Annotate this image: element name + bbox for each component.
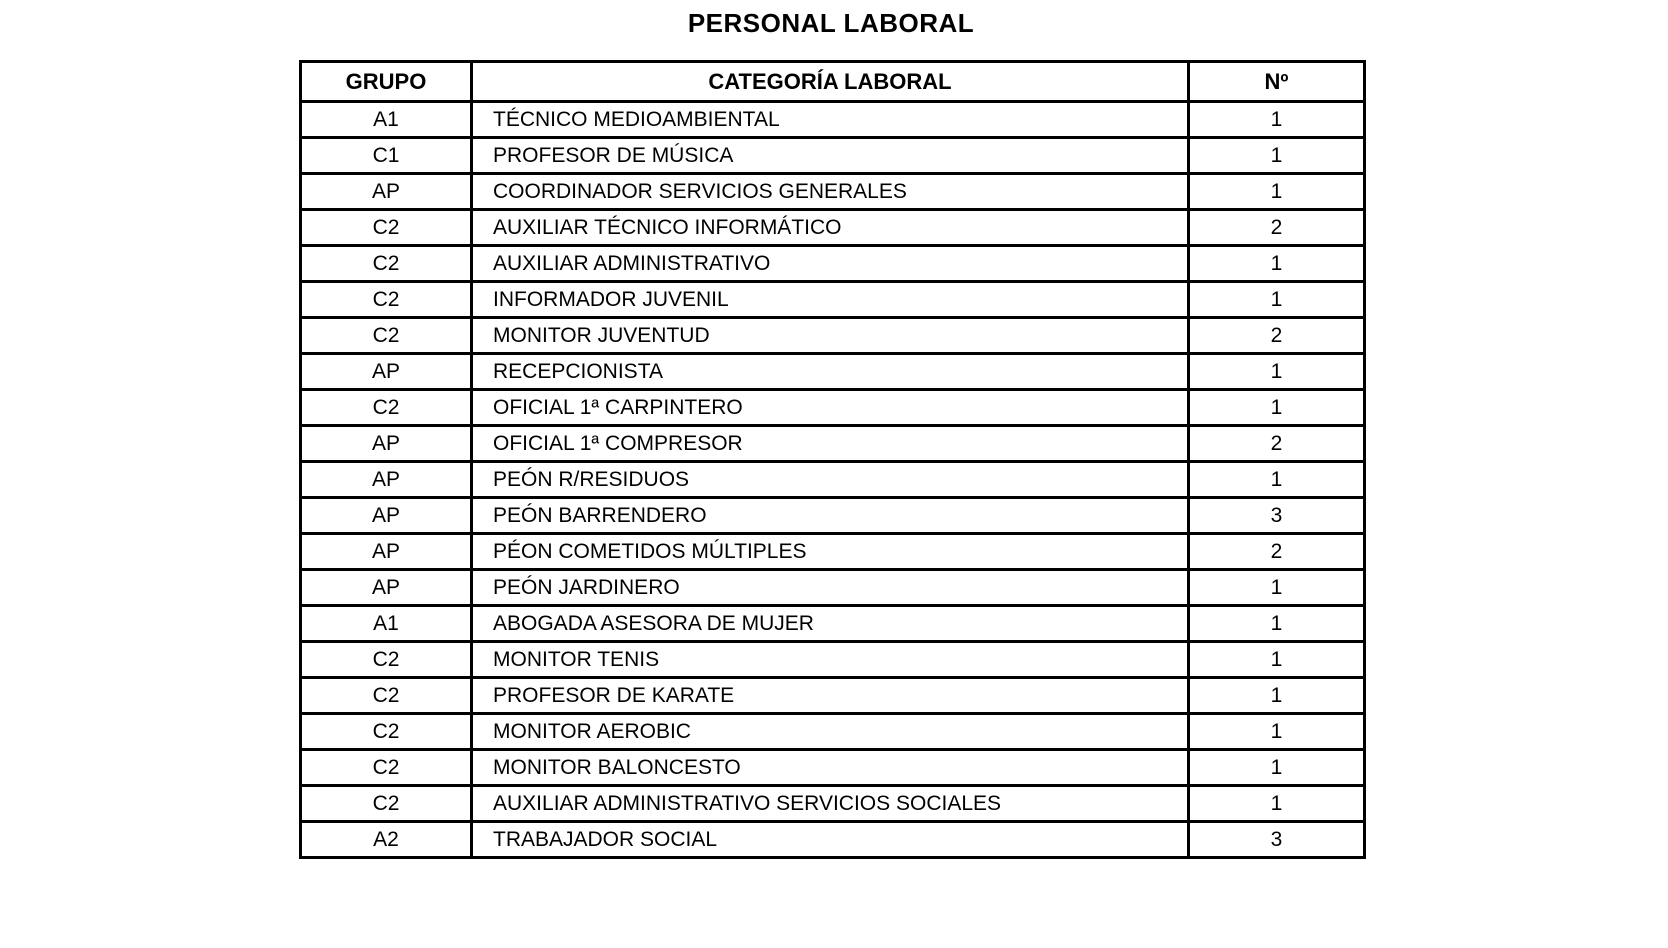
grupo-cell: C2 [301, 246, 472, 282]
categoria-cell: MONITOR TENIS [472, 642, 1189, 678]
numero-cell: 1 [1189, 786, 1365, 822]
numero-cell: 1 [1189, 750, 1365, 786]
categoria-cell: PEÓN R/RESIDUOS [472, 462, 1189, 498]
grupo-cell: C2 [301, 282, 472, 318]
table-row [301, 786, 1365, 822]
numero-cell: 3 [1189, 498, 1365, 534]
numero-cell: 2 [1189, 210, 1365, 246]
table-row [301, 318, 1365, 354]
numero-cell: 2 [1189, 426, 1365, 462]
table-row [301, 534, 1365, 570]
table-row [301, 462, 1365, 498]
grupo-cell: AP [301, 570, 472, 606]
page-title: PERSONAL LABORAL [687, 8, 975, 38]
categoria-cell: MONITOR AEROBIC [472, 714, 1189, 750]
numero-cell: 1 [1189, 678, 1365, 714]
categoria-cell: OFICIAL 1ª COMPRESOR [472, 426, 1189, 462]
grupo-cell: AP [301, 498, 472, 534]
categoria-cell: AUXILIAR ADMINISTRATIVO SERVICIOS SOCIALES [472, 786, 1189, 822]
categoria-cell: PROFESOR DE MÚSICA [472, 138, 1189, 174]
table-row [301, 174, 1365, 210]
categoria-cell: OFICIAL 1ª CARPINTERO [472, 390, 1189, 426]
table-row [301, 390, 1365, 426]
table-row [301, 822, 1365, 858]
table-row [301, 102, 1365, 138]
table-row [301, 750, 1365, 786]
grupo-cell: AP [301, 174, 472, 210]
numero-cell: 1 [1189, 714, 1365, 750]
grupo-cell: A1 [301, 102, 472, 138]
numero-cell: 1 [1189, 642, 1365, 678]
categoria-cell: PÉON COMETIDOS MÚLTIPLES [472, 534, 1189, 570]
grupo-cell: C1 [301, 138, 472, 174]
grupo-cell: C2 [301, 390, 472, 426]
numero-cell: 1 [1189, 246, 1365, 282]
numero-cell: 2 [1189, 318, 1365, 354]
categoria-cell: PEÓN JARDINERO [472, 570, 1189, 606]
categoria-cell: MONITOR JUVENTUD [472, 318, 1189, 354]
numero-cell: 1 [1189, 606, 1365, 642]
numero-cell: 1 [1189, 462, 1365, 498]
numero-cell: 2 [1189, 534, 1365, 570]
grupo-cell: AP [301, 426, 472, 462]
categoria-cell: TRABAJADOR SOCIAL [472, 822, 1189, 858]
categoria-cell: ABOGADA ASESORA DE MUJER [472, 606, 1189, 642]
table-header-row [301, 62, 1365, 102]
grupo-cell: C2 [301, 210, 472, 246]
numero-cell: 1 [1189, 282, 1365, 318]
header-categoria: CATEGORÍA LABORAL [472, 62, 1189, 102]
categoria-cell: MONITOR BALONCESTO [472, 750, 1189, 786]
personnel-table [299, 60, 1366, 859]
categoria-cell: RECEPCIONISTA [472, 354, 1189, 390]
table-row [301, 210, 1365, 246]
header-numero: Nº [1189, 62, 1365, 102]
numero-cell: 1 [1189, 354, 1365, 390]
numero-cell: 1 [1189, 138, 1365, 174]
table-row [301, 678, 1365, 714]
grupo-cell: A2 [301, 822, 472, 858]
numero-cell: 1 [1189, 174, 1365, 210]
grupo-cell: C2 [301, 678, 472, 714]
table-row [301, 714, 1365, 750]
categoria-cell: PEÓN BARRENDERO [472, 498, 1189, 534]
grupo-cell: C2 [301, 642, 472, 678]
table-row [301, 246, 1365, 282]
grupo-cell: AP [301, 534, 472, 570]
categoria-cell: PROFESOR DE KARATE [472, 678, 1189, 714]
grupo-cell: C2 [301, 786, 472, 822]
table-row [301, 426, 1365, 462]
grupo-cell: C2 [301, 714, 472, 750]
categoria-cell: COORDINADOR SERVICIOS GENERALES [472, 174, 1189, 210]
grupo-cell: C2 [301, 750, 472, 786]
grupo-cell: AP [301, 462, 472, 498]
grupo-cell: AP [301, 354, 472, 390]
table-row [301, 138, 1365, 174]
table-row [301, 642, 1365, 678]
categoria-cell: INFORMADOR JUVENIL [472, 282, 1189, 318]
grupo-cell: C2 [301, 318, 472, 354]
header-grupo: GRUPO [301, 62, 472, 102]
categoria-cell: AUXILIAR ADMINISTRATIVO [472, 246, 1189, 282]
table-row [301, 570, 1365, 606]
numero-cell: 1 [1189, 102, 1365, 138]
table-row [301, 282, 1365, 318]
table-row [301, 354, 1365, 390]
categoria-cell: AUXILIAR TÉCNICO INFORMÁTICO [472, 210, 1189, 246]
grupo-cell: A1 [301, 606, 472, 642]
categoria-cell: TÉCNICO MEDIOAMBIENTAL [472, 102, 1189, 138]
numero-cell: 1 [1189, 390, 1365, 426]
numero-cell: 1 [1189, 570, 1365, 606]
table-row [301, 606, 1365, 642]
numero-cell: 3 [1189, 822, 1365, 858]
table-row [301, 498, 1365, 534]
